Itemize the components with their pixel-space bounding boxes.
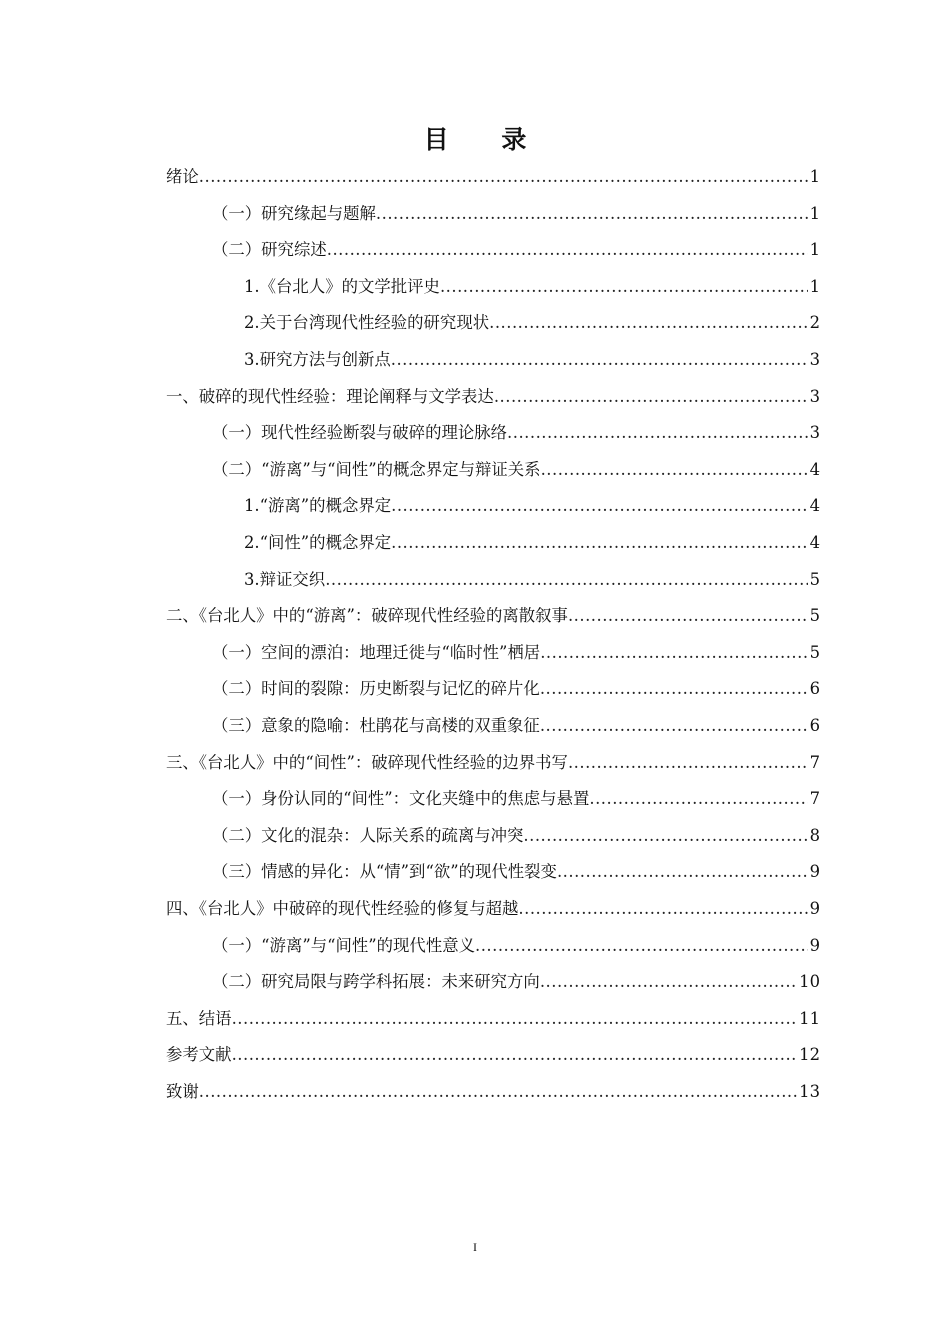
toc-entry-page: 3 bbox=[809, 386, 820, 406]
toc-entry[interactable] bbox=[166, 891, 820, 928]
toc-dot-leader bbox=[541, 452, 808, 489]
toc-entry-title: 2.关于台湾现代性经验的研究现状 bbox=[244, 313, 490, 333]
toc-dot-leader bbox=[523, 818, 807, 855]
toc-entry[interactable] bbox=[166, 1037, 820, 1074]
toc-entry-title: 3.辩证交织 bbox=[244, 569, 326, 589]
toc-entry-page: 4 bbox=[809, 533, 820, 552]
toc-entry[interactable] bbox=[212, 415, 820, 452]
toc-dot-leader bbox=[232, 1001, 798, 1038]
toc-entry-title: （一）空间的漂泊：地理迁徙与“临时性”栖居 bbox=[212, 642, 541, 662]
toc-entry-page: 13 bbox=[799, 1082, 820, 1101]
toc-dot-leader bbox=[199, 1074, 797, 1111]
toc-dot-leader bbox=[325, 562, 807, 599]
toc-entry-title: （二）时间的裂隙：历史断裂与记忆的碎片化 bbox=[212, 679, 540, 699]
toc-entry-title: （一）研究缘起与题解 bbox=[212, 203, 376, 223]
toc-entry[interactable] bbox=[212, 671, 820, 708]
toc-dot-leader bbox=[391, 488, 807, 525]
toc-entry[interactable] bbox=[244, 562, 820, 599]
toc-entry[interactable] bbox=[166, 598, 820, 635]
toc-entry-title: （一）“游离”与“间性”的现代性意义 bbox=[212, 935, 475, 955]
toc-entry[interactable] bbox=[244, 269, 820, 306]
toc-entry[interactable] bbox=[244, 525, 820, 562]
toc-dot-leader bbox=[475, 928, 808, 965]
toc-entry-title: 1.《台北人》的文学批评史 bbox=[244, 276, 440, 296]
toc-entry-title: 五、结语 bbox=[166, 1008, 232, 1028]
toc-entry[interactable] bbox=[212, 232, 820, 269]
toc-entry-title: 四、《台北人》中破碎的现代性经验的修复与超越 bbox=[166, 899, 519, 918]
toc-entry[interactable] bbox=[244, 305, 820, 342]
toc-entry-page: 1 bbox=[809, 167, 820, 186]
toc-entry[interactable] bbox=[212, 854, 820, 891]
toc-entry-title: （三）意象的隐喻：杜鹃花与高楼的双重象征 bbox=[212, 716, 540, 735]
toc-entry[interactable] bbox=[212, 928, 820, 965]
toc-entry-title: （一）身份认同的“间性”：文化夹缝中的焦虑与悬置 bbox=[212, 789, 590, 809]
toc-entry-title: （二）文化的混杂：人际关系的疏离与冲突 bbox=[212, 825, 524, 845]
toc-entry[interactable] bbox=[212, 781, 820, 818]
toc-entry[interactable] bbox=[166, 159, 820, 196]
toc-entry-page: 4 bbox=[809, 496, 820, 516]
toc-dot-leader bbox=[327, 232, 808, 269]
toc-entry-title: 参考文献 bbox=[166, 1045, 232, 1065]
toc-entry-page: 12 bbox=[799, 1045, 820, 1065]
toc-entry-title: 二、《台北人》中的“游离”：破碎现代性经验的离散叙事 bbox=[166, 606, 568, 626]
toc-entry[interactable] bbox=[212, 708, 820, 745]
toc-dot-leader bbox=[540, 635, 807, 672]
toc-entry-page: 7 bbox=[809, 789, 820, 809]
toc-entry-page: 11 bbox=[799, 1008, 820, 1028]
toc-entry-page: 1 bbox=[809, 276, 820, 296]
toc-entry-title: （二）研究局限与跨学科拓展：未来研究方向 bbox=[212, 972, 540, 992]
toc-dot-leader bbox=[568, 745, 808, 782]
toc-dot-leader bbox=[199, 159, 808, 196]
toc-dot-leader bbox=[391, 342, 808, 379]
toc-entry-title: （一）现代性经验断裂与破碎的理论脉络 bbox=[212, 423, 508, 443]
toc-entry-page: 1 bbox=[809, 203, 820, 223]
toc-entry-title: 绪论 bbox=[166, 167, 199, 186]
toc-dot-leader bbox=[489, 305, 807, 342]
toc-entry-title: 1.“游离”的概念界定 bbox=[244, 496, 392, 516]
toc-entry-title: 三、《台北人》中的“间性”：破碎现代性经验的边界书写 bbox=[166, 752, 568, 772]
toc-dot-leader bbox=[494, 379, 808, 416]
toc-entry-page: 7 bbox=[809, 752, 820, 772]
toc-entry[interactable] bbox=[212, 818, 820, 855]
toc-entry-page: 3 bbox=[809, 423, 820, 443]
toc-entry-title: （二）研究综述 bbox=[212, 240, 327, 260]
toc-dot-leader bbox=[540, 708, 808, 745]
toc-entry-page: 6 bbox=[809, 716, 820, 735]
toc-title: 目 录 bbox=[423, 125, 549, 154]
toc-entry-page: 10 bbox=[799, 972, 820, 992]
toc-entry[interactable] bbox=[212, 452, 820, 489]
toc-entry[interactable] bbox=[166, 379, 820, 416]
toc-entry-page: 8 bbox=[809, 825, 820, 845]
toc-entry-page: 5 bbox=[809, 642, 820, 662]
toc-entry-page: 9 bbox=[809, 899, 820, 918]
toc-entry-page: 9 bbox=[809, 862, 820, 882]
toc-entry-title: 2.“间性”的概念界定 bbox=[244, 533, 392, 552]
toc-dot-leader bbox=[507, 415, 808, 452]
toc-entry-page: 6 bbox=[809, 679, 820, 699]
toc-dot-leader bbox=[376, 196, 808, 233]
toc-entry[interactable] bbox=[244, 488, 820, 525]
page-number-footer: I bbox=[473, 1240, 477, 1254]
toc-entry-title: 一、破碎的现代性经验：理论阐释与文学表达 bbox=[166, 386, 494, 406]
toc-entry[interactable] bbox=[166, 745, 820, 782]
toc-entry-page: 9 bbox=[809, 935, 820, 955]
toc-dot-leader bbox=[557, 854, 808, 891]
toc-dot-leader bbox=[232, 1037, 798, 1074]
toc-dot-leader bbox=[440, 269, 808, 306]
toc-entry[interactable] bbox=[212, 196, 820, 233]
toc-entry[interactable] bbox=[166, 1001, 820, 1038]
toc-dot-leader bbox=[518, 891, 807, 928]
toc-dot-leader bbox=[568, 598, 808, 635]
toc-entry-title: 3.研究方法与创新点 bbox=[244, 350, 391, 369]
toc-entry[interactable] bbox=[166, 1074, 820, 1111]
toc-dot-leader bbox=[540, 671, 808, 708]
toc-entry-page: 5 bbox=[809, 569, 820, 589]
toc-dot-leader bbox=[589, 781, 807, 818]
toc-entry-page: 5 bbox=[809, 606, 820, 626]
toc-entry[interactable] bbox=[212, 635, 820, 672]
toc-entry[interactable] bbox=[244, 342, 820, 379]
toc-entry-page: 1 bbox=[809, 240, 820, 260]
toc-entry-page: 2 bbox=[809, 313, 820, 333]
toc-entry[interactable] bbox=[212, 964, 820, 1001]
toc-entry-page: 3 bbox=[809, 350, 820, 369]
toc-entry-title: （三）情感的异化：从“情”到“欲”的现代性裂变 bbox=[212, 862, 557, 882]
toc-entry-title: 致谢 bbox=[166, 1082, 199, 1101]
toc-dot-leader bbox=[391, 525, 807, 562]
toc-entry-page: 4 bbox=[809, 459, 820, 479]
toc-dot-leader bbox=[540, 964, 797, 1001]
toc-entry-title: （二）“游离”与“间性”的概念界定与辩证关系 bbox=[212, 459, 541, 479]
